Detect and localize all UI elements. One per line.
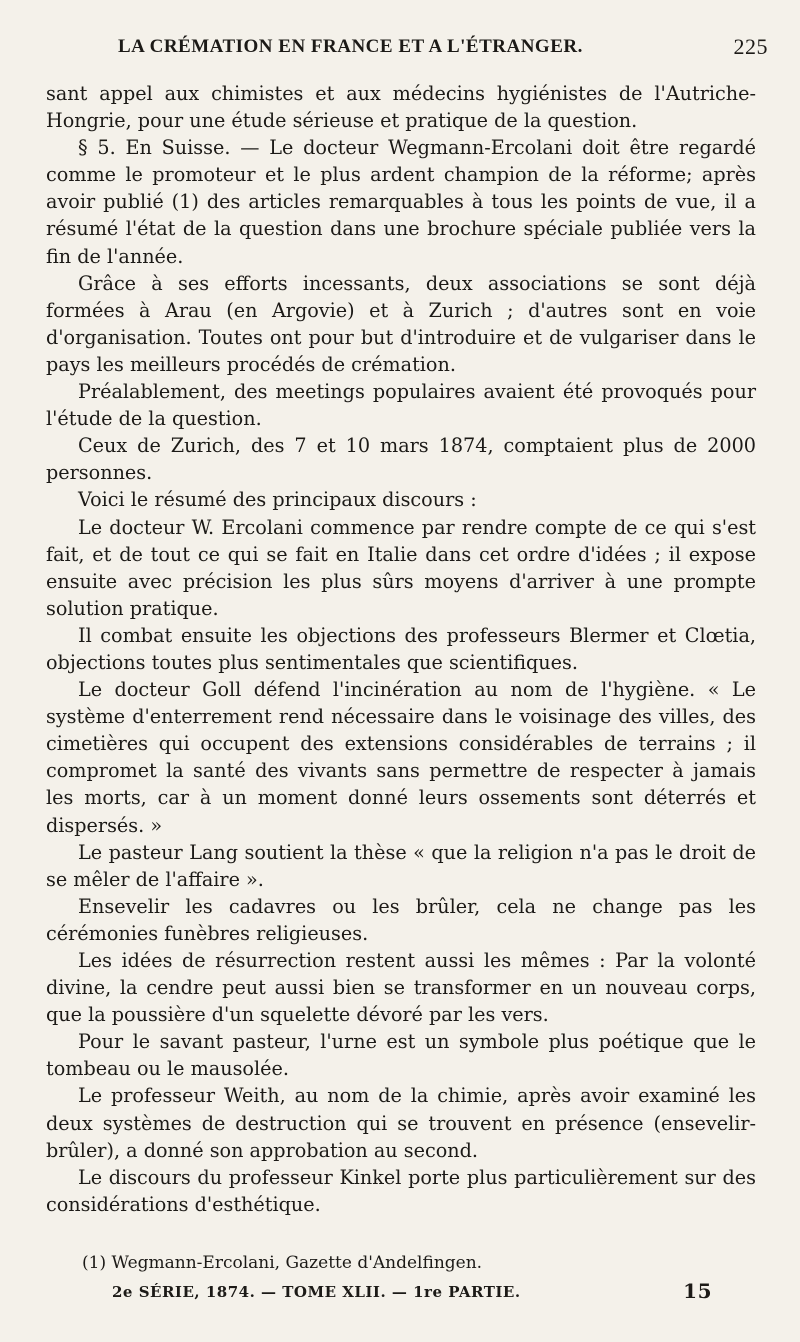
paragraph: § 5. En Suisse. — Le docteur Wegmann-Ercolani doit être regardé comme le promoteur et le plus ardent champion de la réforme; après avoir publié (1) des articles remarquables à tous les points de vue, il a résumé l'état de la question dans une brochure spéciale publiée vers la fin de l'année.	[46, 136, 756, 268]
paragraph: Préalablement, des meetings populaires avaient été provoqués pour l'étude de la question.	[46, 380, 756, 431]
paragraph: Voici le résumé des principaux discours :	[78, 488, 477, 512]
paragraph: Le discours du professeur Kinkel porte plus particulièrement sur des considérations d'esthétique.	[46, 1165, 756, 1216]
paragraph: sant appel aux chimistes et aux médecins hygiénistes de l'Autriche-Hongrie, pour une étude sérieuse et pratique de la question.	[46, 82, 756, 133]
paragraph: Il combat ensuite les objections des professeurs Blermer et Clœtia, objections toutes plus sentimentales que scientifiques.	[46, 623, 756, 674]
paragraph: Grâce à ses efforts incessants, deux associations se sont déjà formées à Arau (en Argovie) et à Zurich ; d'autres sont en voie d'organisation. Toutes ont pour but d'introduire et de vulgariser dans le pays les meilleurs procédés de crémation.	[46, 271, 756, 376]
paragraph: Les idées de résurrection restent aussi les mêmes : Par la volonté divine, la cendre peut aussi bien se transformer en un nouveau corps, que la poussière d'un squelette dévoré par les vers.	[46, 949, 756, 1027]
page-number: 225	[733, 34, 768, 59]
paragraph: Ensevelir les cadavres ou les brûler, cela ne change pas les cérémonies funèbres religieuses.	[46, 894, 756, 945]
header-title: LA CRÉMATION EN FRANCE ET A L'ÉTRANGER.	[118, 36, 583, 57]
signature-mark: 15	[683, 1279, 712, 1303]
paragraph: Le docteur W. Ercolani commence par rendre compte de ce qui s'est fait, et de tout ce qui se fait en Italie dans cet ordre d'idées ; il expose ensuite avec précision les plus sûrs moyens d'arriver à une prompte solution pratique.	[46, 515, 756, 620]
paragraph: Le pasteur Lang soutient la thèse « que la religion n'a pas le droit de se mêler de l'affaire ».	[46, 840, 756, 891]
footnote: (1) Wegmann-Ercolani, Gazette d'Andelfingen.	[82, 1253, 483, 1273]
paragraph: Le professeur Weith, au nom de la chimie, après avoir examiné les deux systèmes de destruction qui se trouvent en présence (ensevelir-brûler), a donné son approbation au second.	[46, 1084, 756, 1162]
paragraph: Le docteur Goll défend l'incinération au nom de l'hygiène. « Le système d'enterrement rend nécessaire dans le voisinage des villes, des cimetières qui occupent des extensions considérables de terrains ; il compromet la santé des vivants sans permettre de respecter à jamais les morts, car à un moment donné leurs ossements sont déterrés et dispersés. »	[46, 678, 756, 837]
paragraph: Pour le savant pasteur, l'urne est un symbole plus poétique que le tombeau ou le mausolée.	[46, 1030, 756, 1081]
main-text	[46, 80, 756, 1218]
series-line: 2e SÉRIE, 1874. — TOME XLII. — 1re PARTIE.	[112, 1283, 521, 1301]
running-header	[118, 36, 768, 58]
page-footer	[112, 1279, 712, 1303]
paragraph: Ceux de Zurich, des 7 et 10 mars 1874, comptaient plus de 2000 personnes.	[46, 434, 756, 485]
